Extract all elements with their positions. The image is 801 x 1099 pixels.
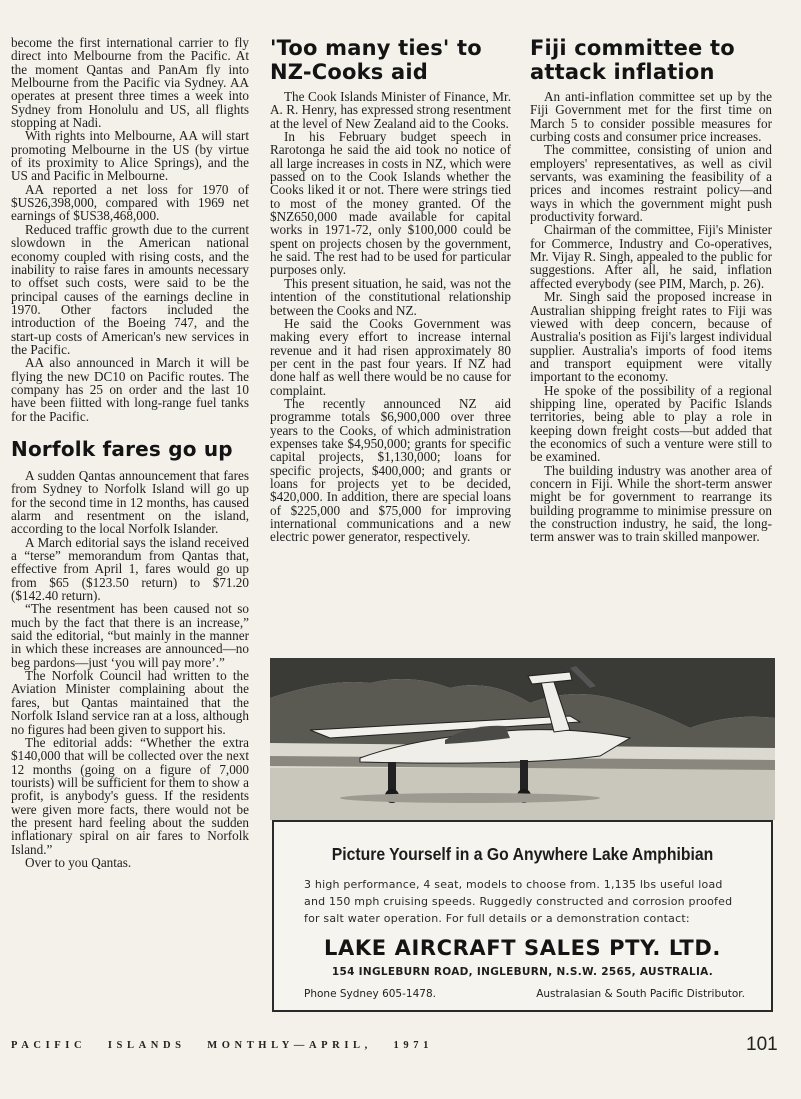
advert-phone: Phone Sydney 605-1478.: [304, 988, 436, 1000]
article-paragraph: AA also announced in March it will be flying the new DC10 on Pacific routes. The company has 25 on order and the last 10 have been fiitted with long-range fuel tanks for the Pacific.: [11, 355, 249, 424]
article-paragraph: The Cook Islands Minister of Finance, Mr. A. R. Henry, has expressed strong resentment at the level of New Zealand aid to the Cooks.: [270, 89, 511, 131]
article-paragraph: This present situation, he said, was not the intention of the constitutional relationship between the Cooks and NZ.: [270, 275, 511, 318]
norfolk-article-body: [11, 469, 249, 869]
amphibian-aircraft-photo: [270, 658, 775, 820]
article-paragraph: The recently announced NZ aid programme totals $6,900,000 over three years to the Cooks, of which administration expenses take $4,950,000; grants for specific capital projects, $1,130,000; loans for specific projects, $400,000; and grants or loans for projects yet to be decided, $420,000. In addition, there are special loans of $225,000 and $75,000 for improving international communications and a new electric power generator, respectively.: [270, 395, 511, 545]
article-paragraph: He spoke of the possibility of a regional shipping line, operated by Pacific Islands territories, being able to play a role in keeping down freight costs—but added that the economics of such a venture were still to be examined.: [530, 382, 772, 465]
cooks-article-body: [270, 90, 511, 544]
article-paragraph: Mr. Singh said the proposed increase in Australian shipping freight rates to Fiji was viewed with deep concern, because of Australia's position as Fiji's largest individual supplier. Australia's imports of food items and transport equipment were vitally important to the economy.: [530, 289, 772, 385]
advert-description: 3 high performance, 4 seat, models to choose from. 1,135 lbs useful load and 150 mph cruising speeds. Ruggedly constructed and corrosion proofed for salt water operation. For full details or a demonstration contact:: [304, 878, 733, 925]
column-airlines: [11, 36, 249, 869]
advert-text-box: [272, 820, 773, 1012]
column-fiji: [530, 36, 772, 544]
airline-article-body: [11, 36, 249, 423]
advert-company-name: LAKE AIRCRAFT SALES PTY. LTD.: [324, 936, 721, 960]
article-paragraph: An anti-inflation committee set up by the Fiji Government met for the first time on March 5 to consider possible measures for curbing costs and consumer price increases.: [530, 89, 772, 145]
article-paragraph: Chairman of the committee, Fiji's Minister for Commerce, Industry and Co-operatives, Mr. Vijay R. Singh, appealed to the public for suggestions. After all, he said, inflation affected everybody (see PIM, March, p. 26).: [530, 222, 772, 291]
article-paragraph: Reduced traffic growth due to the current slowdown in the American national economy coupled with rising costs, and the inability to raise fares in amounts necessary to offset such costs, were said to be the principal causes of the earnings decline in 1970. Other factors included the introduction of the Boeing 747, and the start-up costs of American's new services in the Pacific.: [11, 221, 249, 357]
advert-title: Picture Yourself in a Go Anywhere Lake Amphibian: [331, 844, 714, 864]
norfolk-headline: Norfolk fares go up: [11, 436, 233, 461]
column-cooks-aid: [270, 36, 511, 544]
article-paragraph: The building industry was another area of concern in Fiji. While the short-term answer might be for government to rearrange its building programme to minimise pressure on the construction industry, he said, the long-term answer was to train skilled manpower.: [530, 462, 772, 545]
article-paragraph: become the first international carrier to fly direct into Melbourne from the Pacific. At the moment Qantas and PanAm fly into Melbourne from the Pacific via Sydney. AA operates at present three times a week into Sydney from Honolulu and US, all flights stopping at Nadi.: [11, 35, 249, 131]
fiji-headline: Fiji committee to attack inflation: [530, 36, 735, 84]
cooks-headline: 'Too many ties' to NZ-Cooks aid: [270, 36, 482, 84]
article-paragraph: AA reported a net loss for 1970 of $US26,398,000, compared with 1969 net earnings of $US38,468,000.: [11, 181, 249, 224]
article-paragraph: A sudden Qantas announcement that fares from Sydney to Norfolk Island will go up for the second time in 12 months, has caused alarm and resentment on the island, according to the local Norfolk Islander.: [11, 467, 249, 537]
article-paragraph: The Norfolk Council had written to the Aviation Minister complaining about the fares, but Qantas maintained that the Norfolk Island service ran at a loss, although no figures had been given to support his.: [11, 668, 249, 737]
article-paragraph: He said the Cooks Government was making every effort to increase internal revenue and it had risen approximately 80 per cent in the past four years. If NZ had done half as well there would be no cause for complaint.: [270, 315, 511, 398]
advert-distributor: Australasian & South Pacific Distributor.: [536, 988, 745, 1000]
article-paragraph: In his February budget speech in Rarotonga he said the aid took no notice of all large increases in costs in NZ, which were passed on to the Cook Islands whether the Cooks liked it or not. There were strings tied to most of the money granted. Of the $NZ650,000 made available for capital works in 1971-72, only $100,000 could be spent on projects chosen by the government, he said. The rest had to be used for particular purposes only.: [270, 129, 511, 278]
article-paragraph: The committee, consisting of union and employers' representatives, as well as civil servants, was examining the feasibility of a prices and incomes restraint policy—and ways in which the government might push productivity forward.: [530, 142, 772, 225]
lake-aircraft-advert: [270, 658, 775, 1020]
page-number: 101: [746, 1034, 778, 1055]
seaplane-illustration: [270, 658, 775, 820]
fiji-article-body: [530, 90, 772, 544]
publication-footer: PACIFIC ISLANDS MONTHLY—APRIL, 1971: [11, 1040, 433, 1051]
article-paragraph: The editorial adds: “Whether the extra $140,000 that will be collected over the next 12 months (going on a figure of 7,000 tourists) will be sufficient for them to show a profit, is anybody's guess. If the residents were given more facts, there would not be the present hard feeling about the sudden inflationary spiral on air fares to Norfolk Island.”: [11, 734, 249, 857]
article-paragraph: A March editorial says the island received a “terse” memorandum from Qantas that, effective from April 1, fares would go up from $65 ($123.50 return) to $71.20 ($142.40 return).: [11, 534, 249, 604]
article-paragraph: With rights into Melbourne, AA will start promoting Melbourne in the US (by virtue of its proximity to Alice Springs), and the US and Pacific in Melbourne.: [11, 128, 249, 184]
article-paragraph: Over to you Qantas.: [25, 854, 132, 870]
article-paragraph: “The resentment has been caused not so much by the fact that there is an increase,” said the editorial, “but mainly in the manner in which these increases are announced—no beg pardons—just ‘you will pay more’.”: [11, 601, 249, 670]
advert-address: 154 INGLEBURN ROAD, INGLEBURN, N.S.W. 2565, AUSTRALIA.: [331, 966, 714, 978]
